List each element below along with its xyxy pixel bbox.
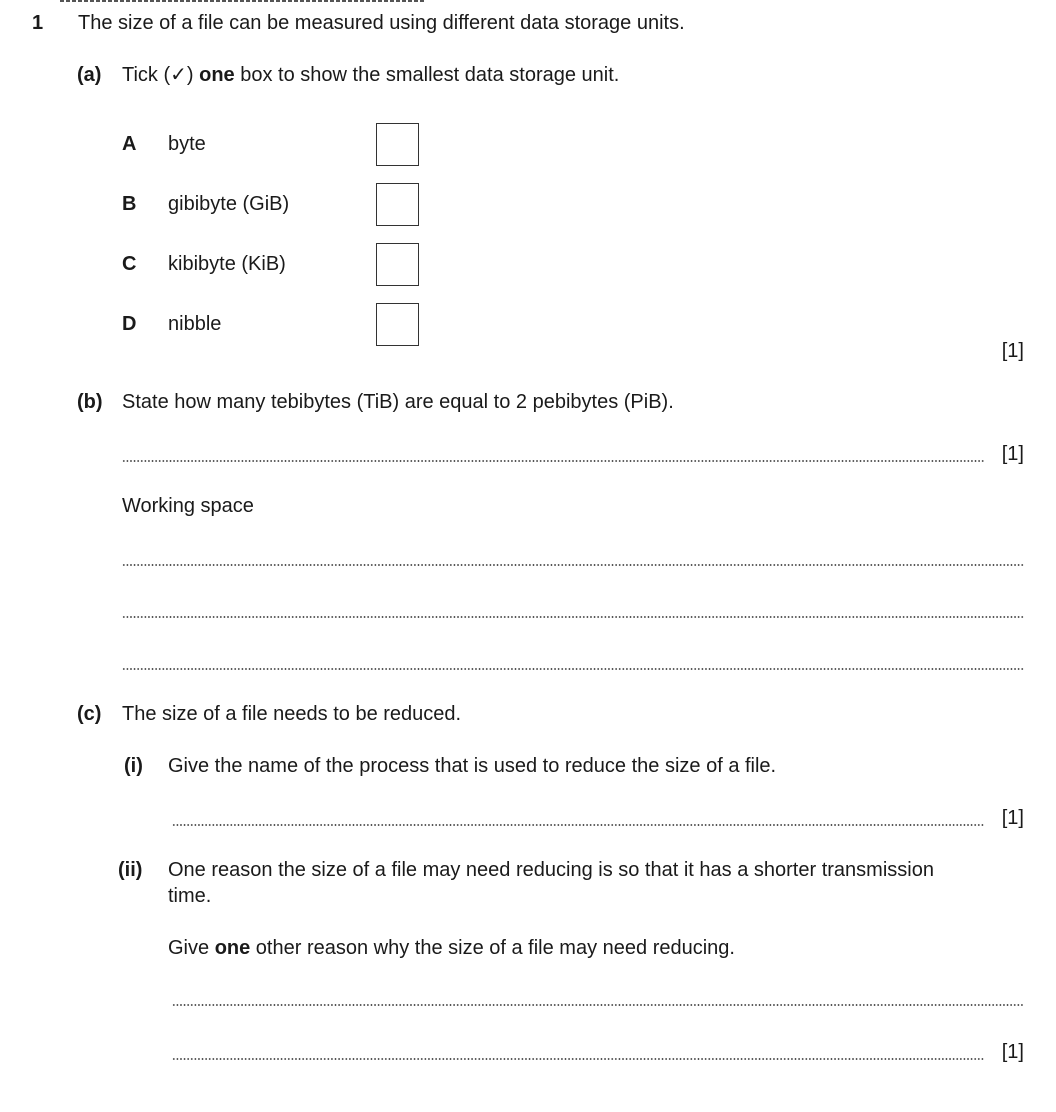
part-c-ii-prompt-2-post: other reason why the size of a file may need reducing. — [250, 937, 735, 959]
part-c-i-marks: [1] — [1001, 807, 1024, 829]
part-a-prompt-pre: Tick (✓) — [122, 64, 200, 86]
part-c-ii-prompt-2-pre: Give — [168, 937, 215, 959]
part-c-i-prompt: Give the name of the process that is used to reduce the size of a file. — [168, 755, 777, 777]
part-c-ii-prompt-line-1: One reason the size of a file may need reducing is so that it has a shorter transmission — [168, 859, 934, 881]
option-a-text: byte — [168, 133, 206, 155]
option-b-letter: B — [122, 193, 137, 215]
part-c-label: (c) — [77, 703, 102, 725]
option-c-text: kibibyte (KiB) — [168, 253, 286, 275]
part-c-ii-prompt-2 — [168, 936, 735, 960]
question-intro: The size of a file can be measured using different data storage units. — [78, 12, 685, 34]
part-c-ii-prompt-line-2: time. — [168, 885, 212, 907]
part-c-ii-prompt-2-bold: one — [214, 937, 251, 959]
option-d-checkbox[interactable] — [376, 303, 419, 346]
working-line-1[interactable] — [122, 564, 1024, 566]
part-a-prompt-post: box to show the smallest data storage unit. — [234, 64, 620, 86]
part-a-prompt — [122, 63, 619, 87]
part-c-prompt: The size of a file needs to be reduced. — [122, 703, 462, 725]
option-c-checkbox[interactable] — [376, 243, 419, 286]
option-b-text: gibibyte (GiB) — [168, 193, 290, 215]
part-c-ii-marks: [1] — [1001, 1041, 1024, 1063]
part-c-ii-label: (ii) — [118, 859, 143, 881]
top-edge-rule — [60, 0, 425, 2]
option-c-letter: C — [122, 253, 137, 275]
part-b-answer-line[interactable] — [122, 460, 984, 462]
working-line-3[interactable] — [122, 668, 1024, 670]
part-a-label: (a) — [77, 64, 102, 86]
part-c-ii-answer-line-1[interactable] — [172, 1004, 1024, 1006]
part-c-i-answer-line[interactable] — [172, 824, 984, 826]
part-b-marks: [1] — [1001, 443, 1024, 465]
working-line-2[interactable] — [122, 616, 1024, 618]
option-d-letter: D — [122, 313, 137, 335]
working-space-label: Working space — [122, 495, 254, 517]
option-b-checkbox[interactable] — [376, 183, 419, 226]
part-b-prompt: State how many tebibytes (TiB) are equal to 2 pebibytes (PiB). — [122, 391, 674, 413]
question-number: 1 — [32, 12, 44, 34]
option-d-text: nibble — [168, 313, 222, 335]
option-a-letter: A — [122, 133, 137, 155]
part-a-marks: [1] — [1001, 340, 1024, 362]
part-a-prompt-bold: one — [199, 64, 235, 86]
option-a-checkbox[interactable] — [376, 123, 419, 166]
part-c-ii-answer-line-2[interactable] — [172, 1058, 984, 1060]
part-b-label: (b) — [77, 391, 103, 413]
part-c-i-label: (i) — [124, 755, 143, 777]
